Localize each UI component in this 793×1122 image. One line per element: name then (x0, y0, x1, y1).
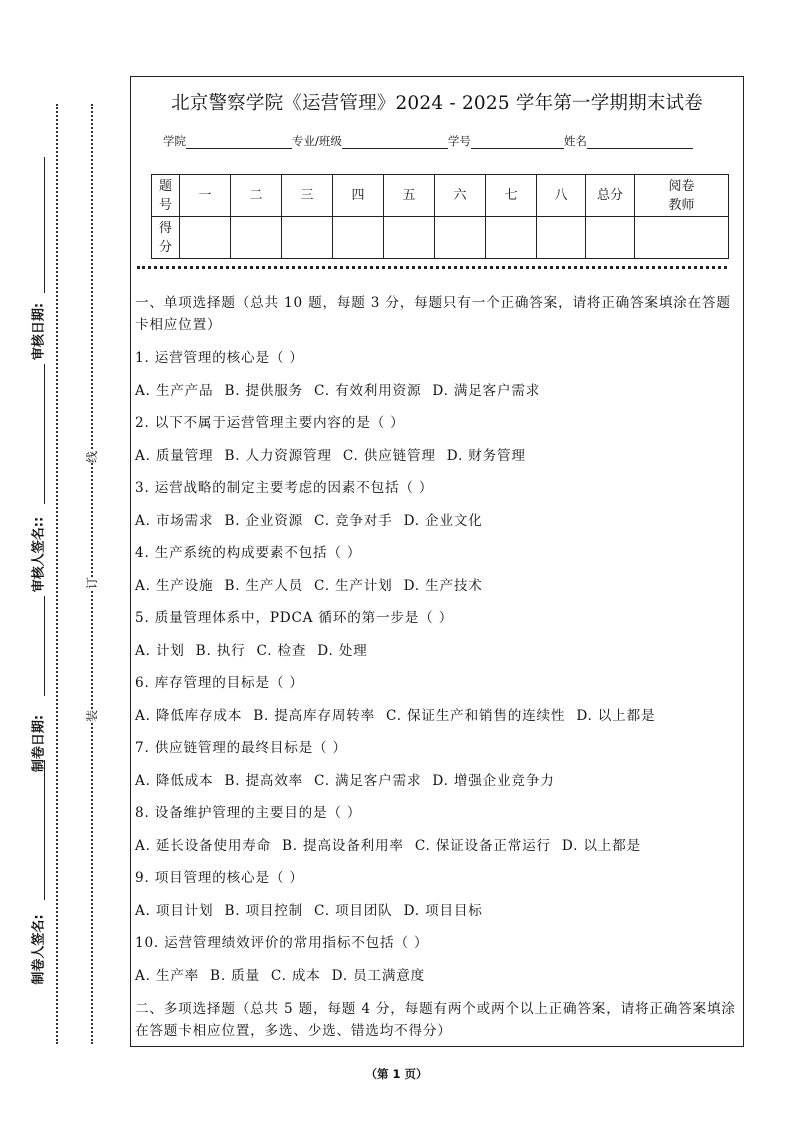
option: C. 项目团队 (314, 902, 393, 919)
option: D. 满足客户需求 (432, 382, 541, 399)
col-7: 七 (486, 175, 537, 217)
option: A. 生产设施 (135, 577, 214, 594)
option: D. 处理 (317, 642, 368, 659)
student-info-row (163, 133, 693, 149)
option: B. 质量 (210, 967, 260, 984)
option: B. 人力资源管理 (224, 447, 332, 464)
preparer-signature-line (44, 760, 45, 900)
option: B. 提高效率 (224, 772, 304, 789)
option: C. 保证生产和销售的连续性 (386, 707, 566, 724)
question-options (135, 511, 739, 531)
college-label: 学院 (163, 134, 186, 148)
col-2: 二 (231, 175, 282, 217)
option: C. 竞争对手 (314, 512, 393, 529)
section1-heading: 一、单项选择题（总共 10 题，每题 3 分，每题只有一个正确答案，请将正确答案填涂在答题卡相应位置） (135, 295, 731, 333)
page-number: （第 1 页） (365, 1067, 428, 1081)
option: C. 有效利用资源 (314, 382, 422, 399)
score-cell[interactable] (486, 217, 537, 259)
option: A. 质量管理 (135, 447, 214, 464)
col-total: 总分 (586, 175, 635, 217)
score-cell[interactable] (435, 217, 486, 259)
prepare-date-label: 制卷日期: (31, 714, 47, 773)
question-options (135, 381, 739, 401)
question-options (135, 966, 739, 986)
question-options (135, 901, 739, 921)
option: C. 成本 (270, 967, 321, 984)
option: D. 以上都是 (576, 707, 656, 724)
option: B. 提供服务 (224, 382, 304, 399)
score-head: 得 分 (152, 217, 180, 259)
name-label: 姓名 (563, 134, 587, 148)
option: D. 增强企业竞争力 (432, 772, 555, 789)
score-cell[interactable] (635, 217, 729, 259)
col-3: 三 (282, 175, 333, 217)
binding-char-xian: 线 (85, 450, 100, 464)
score-table-score-row (152, 217, 729, 259)
reviewer-signature-label: 审核人签名:: (31, 516, 47, 593)
prepare-date-line (44, 596, 45, 696)
option: B. 提高库存周转率 (253, 707, 376, 724)
score-cell[interactable] (537, 217, 586, 259)
exam-title: 北京警察学院《运营管理》2024 - 2025 学年第一学期期末试卷 (171, 93, 703, 114)
question-text: 5. 质量管理体系中，PDCA 循环的第一步是（ ） (135, 610, 454, 626)
option: D. 以上都是 (561, 837, 641, 854)
option: B. 提高设备利用率 (282, 837, 404, 854)
option: A. 降低成本 (135, 772, 214, 789)
col-grader: 阅卷 教师 (635, 175, 729, 217)
question-options (135, 771, 739, 791)
option: A. 生产率 (135, 967, 200, 984)
option: D. 企业文化 (403, 512, 483, 529)
reviewer-signature-line (44, 364, 45, 504)
score-cell[interactable] (180, 217, 231, 259)
col-1: 一 (180, 175, 231, 217)
major-class-label: 专业/班级 (292, 134, 342, 148)
header-separator (137, 266, 727, 269)
option: C. 满足客户需求 (314, 772, 422, 789)
option: C. 检查 (256, 642, 307, 659)
binding-char-ding: 订 (85, 576, 100, 590)
exam-frame (130, 76, 744, 1047)
option: B. 执行 (195, 642, 246, 659)
score-cell[interactable] (333, 217, 384, 259)
col-4: 四 (333, 175, 384, 217)
score-table-header-row (152, 175, 729, 217)
question-number-head: 题 号 (152, 175, 180, 217)
option: A. 生产产品 (135, 382, 214, 399)
student-id-blank[interactable] (471, 136, 564, 149)
question-text: 6. 库存管理的目标是（ ） (135, 675, 304, 691)
option: D. 财务管理 (446, 447, 526, 464)
section2-heading: 二、多项选择题（总共 5 题，每题 4 分，每题有两个或两个以上正确答案，请将正确答案填涂在答题卡相应位置，多选、少选、错选均不得分） (135, 1001, 736, 1039)
option: C. 供应链管理 (342, 447, 436, 464)
score-cell[interactable] (282, 217, 333, 259)
option: C. 保证设备正常运行 (414, 837, 551, 854)
question-text: 2. 以下不属于运营管理主要内容的是（ ） (135, 415, 405, 431)
option: B. 企业资源 (224, 512, 304, 529)
option: A. 计划 (135, 642, 185, 659)
inner-dotted-binding-line (91, 104, 93, 1044)
option: C. 生产计划 (314, 577, 393, 594)
question-text: 8. 设备维护管理的主要目的是（ ） (135, 805, 362, 821)
option: A. 降低库存成本 (135, 707, 243, 724)
question-text: 7. 供应链管理的最终目标是（ ） (135, 740, 347, 756)
review-date-line (44, 157, 45, 293)
question-text: 3. 运营战略的制定主要考虑的因素不包括（ ） (135, 480, 434, 496)
option: D. 生产技术 (403, 577, 483, 594)
exam-content (135, 292, 739, 1042)
major-class-blank[interactable] (342, 136, 448, 149)
name-blank[interactable] (587, 136, 693, 149)
score-cell[interactable] (231, 217, 282, 259)
score-cell[interactable] (586, 217, 635, 259)
question-options (135, 446, 739, 466)
option: B. 生产人员 (224, 577, 304, 594)
preparer-signature-label: 制卷人签名: (31, 914, 47, 985)
col-6: 六 (435, 175, 486, 217)
binding-char-zhuang: 装 (85, 709, 100, 723)
review-date-label: 审核日期: (31, 302, 47, 361)
score-table (151, 174, 729, 259)
option: D. 项目目标 (403, 902, 483, 919)
college-blank[interactable] (186, 136, 292, 149)
question-options (135, 576, 739, 596)
score-cell[interactable] (384, 217, 435, 259)
question-text: 9. 项目管理的核心是（ ） (135, 870, 304, 886)
option: A. 延长设备使用寿命 (135, 837, 272, 854)
option: D. 员工满意度 (331, 967, 426, 984)
outer-dotted-binding-line (56, 104, 58, 1044)
option: A. 项目计划 (135, 902, 214, 919)
student-id-label: 学号 (447, 134, 471, 148)
question-options (135, 641, 739, 661)
question-text: 4. 生产系统的构成要素不包括（ ） (135, 545, 362, 561)
question-text: 1. 运营管理的核心是（ ） (135, 350, 304, 366)
option: B. 项目控制 (224, 902, 304, 919)
option: A. 市场需求 (135, 512, 214, 529)
col-8: 八 (537, 175, 586, 217)
question-list (135, 348, 739, 986)
question-options (135, 706, 739, 726)
col-5: 五 (384, 175, 435, 217)
question-options (135, 836, 739, 856)
question-text: 10. 运营管理绩效评价的常用指标不包括（ ） (135, 935, 429, 951)
